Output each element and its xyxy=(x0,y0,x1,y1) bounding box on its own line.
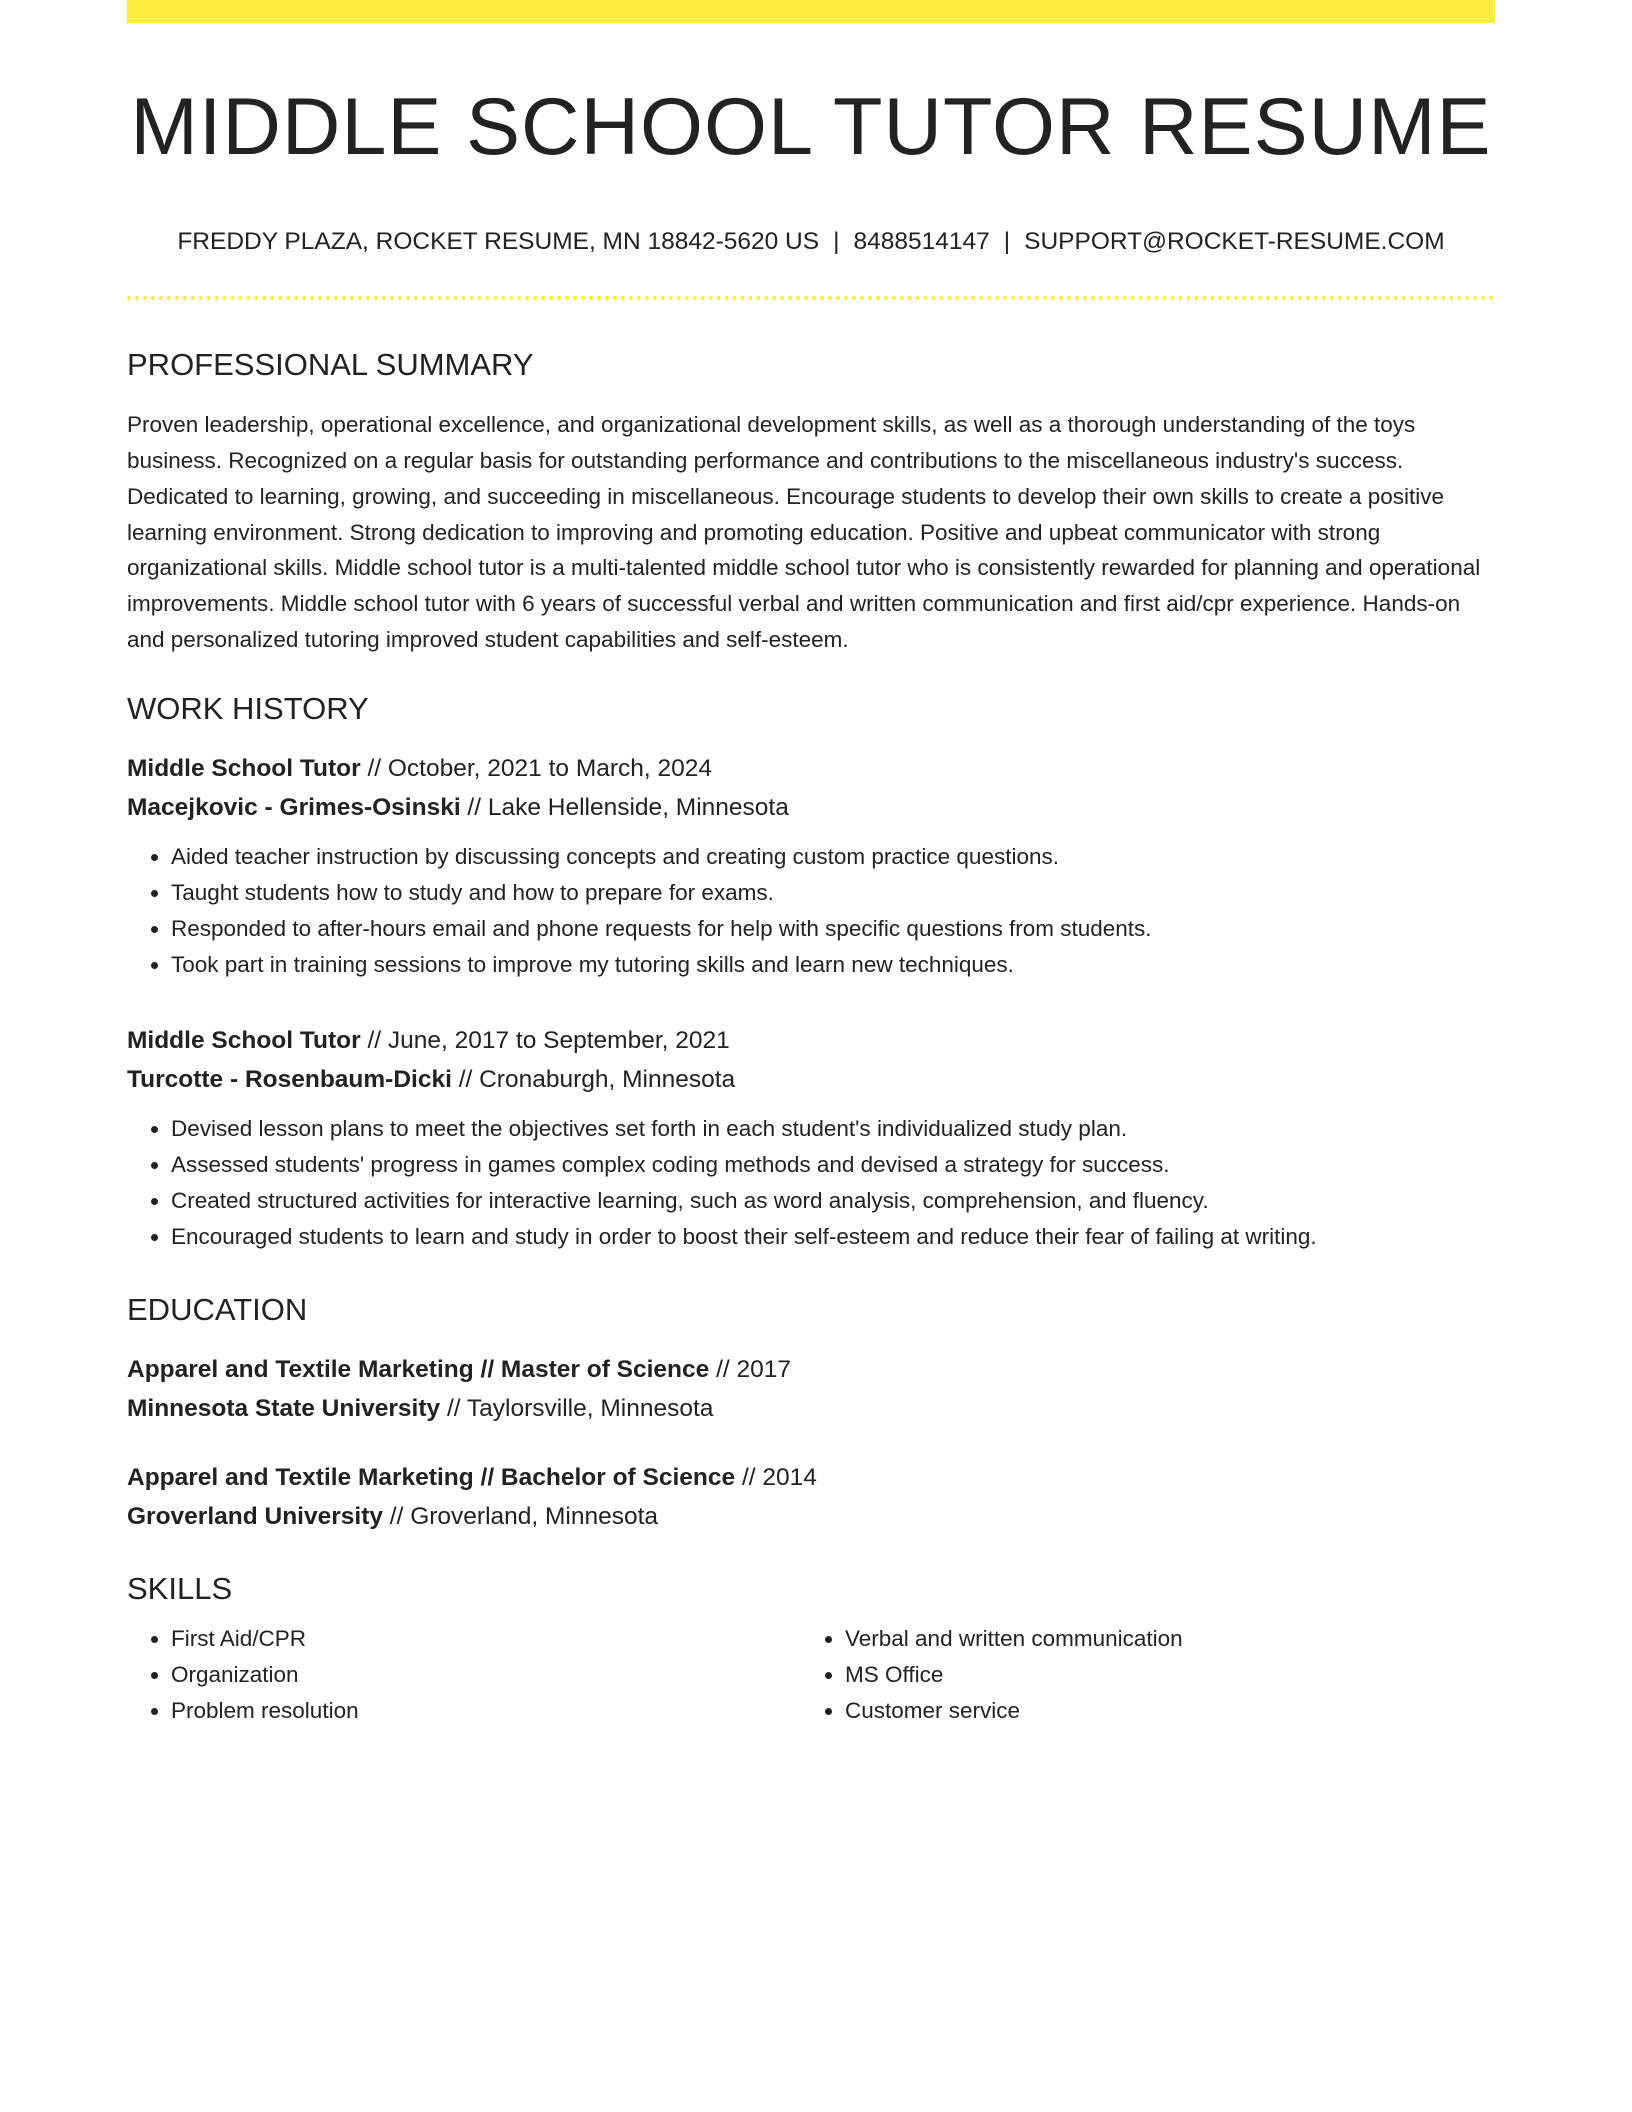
resume-page xyxy=(127,0,1495,1729)
job-entry xyxy=(127,749,1495,983)
job-title: Middle School Tutor xyxy=(127,754,361,782)
education-heading: EDUCATION xyxy=(127,1291,308,1327)
contact-line xyxy=(127,226,1495,258)
degree: Apparel and Textile Marketing // Master of Science xyxy=(127,1356,710,1384)
degree-year: // 2014 xyxy=(735,1464,817,1492)
skills-left-column xyxy=(127,1621,801,1729)
job-location: // Lake Hellenside, Minnesota xyxy=(460,793,789,821)
job-bullets xyxy=(127,1111,1495,1255)
list-item: • Encouraged students to learn and study in order to boost their self-esteem and reduce their fear of failing at writing. xyxy=(171,1219,1495,1255)
list-item: • Aided teacher instruction by discussing concepts and creating custom practice questions. xyxy=(171,839,1495,875)
skills-grid xyxy=(127,1621,1495,1729)
list-item: • Customer service xyxy=(845,1693,1475,1729)
skills-heading: SKILLS xyxy=(127,1571,233,1607)
degree-year: // 2017 xyxy=(709,1356,792,1384)
list-item: • Responded to after-hours email and phone requests for help with specific questions from students. xyxy=(171,911,1495,947)
accent-bar xyxy=(127,0,1495,23)
summary-heading: PROFESSIONAL SUMMARY xyxy=(127,346,534,382)
job-location: // Cronaburgh, Minnesota xyxy=(451,1065,736,1093)
summary-text: Proven leadership, operational excellence, and organizational development skills, as well as a thorough understanding of the toys business. Recognized on a regular basis for outstanding performance and contributions to the miscellaneous industry's success. Dedicated to learning, growing, and succeeding in miscellaneous. Encourage students to develop their own skills to create a positive learning environment. Strong dedication to improving and promoting education. Positive and upbeat communicator with strong organizational skills. Middle school tutor is a multi-talented middle school tutor who is consistently rewarded for planning and operational improvements. Middle school tutor with 6 years of successful verbal and written communication and first aid/cpr experience. Hands-on and personalized tutoring improved student capabilities and self-esteem. xyxy=(127,412,1481,652)
school: Minnesota State University xyxy=(127,1395,441,1423)
job-company: Turcotte - Rosenbaum-Dicki xyxy=(127,1065,452,1093)
work-history-heading: WORK HISTORY xyxy=(127,690,369,726)
list-item: • Verbal and written communication xyxy=(845,1621,1475,1657)
list-item: • MS Office xyxy=(845,1657,1475,1693)
degree-line xyxy=(127,1458,1495,1497)
degree: Apparel and Textile Marketing // Bachelor of Science xyxy=(127,1464,736,1492)
degree-line xyxy=(127,1350,1495,1389)
job-bullets xyxy=(127,839,1495,983)
contact-email: SUPPORT@ROCKET-RESUME.COM xyxy=(1024,228,1445,256)
school-line xyxy=(127,1389,1495,1428)
job-title: Middle School Tutor xyxy=(127,1026,361,1054)
dotted-divider xyxy=(127,296,1495,300)
list-item: • Assessed students' progress in games complex coding methods and devised a strategy for success. xyxy=(171,1147,1495,1183)
contact-separator: | xyxy=(833,228,840,256)
job-company: Macejkovic - Grimes-Osinski xyxy=(127,793,461,821)
job-entry xyxy=(127,1021,1495,1255)
list-item: • Organization xyxy=(171,1657,801,1693)
skills-right-column xyxy=(801,1621,1475,1729)
job-company-line xyxy=(127,788,1495,827)
resume-title: MIDDLE SCHOOL TUTOR RESUME xyxy=(130,82,1492,172)
contact-separator: | xyxy=(1003,228,1011,256)
school-line xyxy=(127,1497,1495,1536)
job-dates: // October, 2021 to March, 2024 xyxy=(360,754,713,782)
job-dates: // June, 2017 to September, 2021 xyxy=(360,1026,730,1054)
list-item: • Devised lesson plans to meet the objectives set forth in each student's individualized study plan. xyxy=(171,1111,1495,1147)
list-item: • Taught students how to study and how to prepare for exams. xyxy=(171,875,1495,911)
list-item: • Created structured activities for interactive learning, such as word analysis, comprehension, and fluency. xyxy=(171,1183,1495,1219)
list-item: • Took part in training sessions to improve my tutoring skills and learn new techniques. xyxy=(171,947,1495,983)
job-company-line xyxy=(127,1060,1495,1099)
list-item: • First Aid/CPR xyxy=(171,1621,801,1657)
job-title-line xyxy=(127,749,1495,788)
job-title-line xyxy=(127,1021,1495,1060)
school-location: // Groverland, Minnesota xyxy=(382,1503,659,1531)
education-entry xyxy=(127,1458,1495,1536)
education-entry xyxy=(127,1350,1495,1428)
school: Groverland University xyxy=(127,1503,383,1531)
list-item: • Problem resolution xyxy=(171,1693,801,1729)
school-location: // Taylorsville, Minnesota xyxy=(440,1395,714,1423)
contact-address: FREDDY PLAZA, ROCKET RESUME, MN 18842-5620 US xyxy=(177,228,820,256)
contact-phone: 8488514147 xyxy=(853,228,990,256)
